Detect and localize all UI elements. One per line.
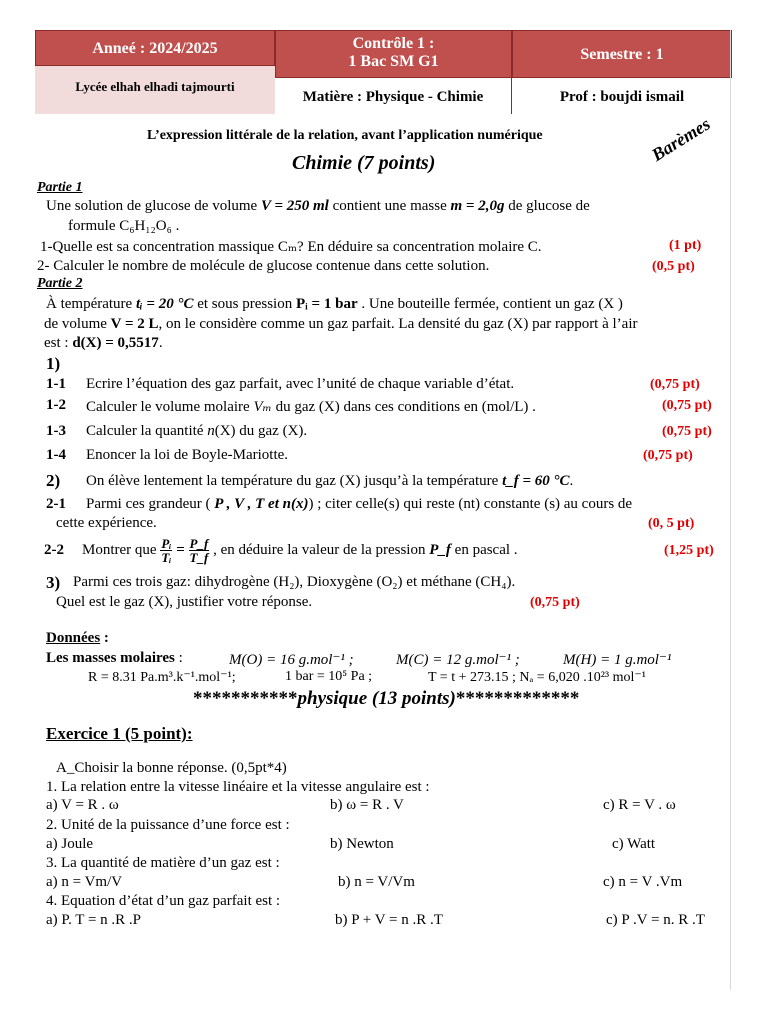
mcq2-option-b: b) Newton xyxy=(330,836,394,852)
q21-a: Parmi ces grandeur ( xyxy=(86,496,215,512)
q3-points: (0,75 pt) xyxy=(530,595,580,610)
gas-density: d(X) = 0,5517 xyxy=(72,335,159,351)
final-pressure-symbol: P_f xyxy=(429,542,451,558)
q12-b: du gaz (X) dans ces conditions en (mol/L) . xyxy=(271,399,536,415)
q21-points: (0, 5 pt) xyxy=(648,516,695,531)
masses-label: Les masses molaires xyxy=(46,650,175,666)
mcq2-option-a: a) Joule xyxy=(46,836,94,852)
partie1-q2: 2- Calculer le nombre de molécule de glucose contenue dans cette solution. xyxy=(37,258,490,274)
donnees-title xyxy=(46,630,109,647)
mass-value: m = 2,0g xyxy=(450,198,505,214)
mcq4-option-c: c) P .V = n. R .T xyxy=(606,912,705,928)
p2-l1-a: À température xyxy=(46,296,136,312)
mcq3-option-b: b) n = V/Vm xyxy=(338,874,415,890)
q13-number: 1-3 xyxy=(46,423,66,439)
q22-points: (1,25 pt) xyxy=(664,543,714,558)
p2-l1-b: et sous pression xyxy=(193,296,296,312)
mcq1-question: 1. La relation entre la vitesse linéaire et la vitesse angulaire est : xyxy=(46,779,430,795)
partie1-q1-points: (1 pt) xyxy=(669,238,702,253)
p2-l1-c: . Une bouteille fermée, contient un gaz (X ) xyxy=(357,296,623,312)
q12-text xyxy=(86,397,536,416)
frac2-numerator: P_f xyxy=(189,536,209,552)
baremes-stamp: Barèmes xyxy=(648,113,714,165)
q13-a: Calculer la quantité xyxy=(86,423,208,439)
school-cell: Lycée elhah elhadi tajmourti xyxy=(35,66,275,114)
mcq1-option-c: c) R = V . ω xyxy=(603,797,676,813)
q14-number: 1-4 xyxy=(46,447,66,463)
q3-text: Parmi ces trois gaz: dihydrogène (H₂), Dioxygène (O₂) et méthane (CH₄). xyxy=(73,574,516,590)
exercice1-intro: A_Choisir la bonne réponse. (0,5pt*4) xyxy=(56,760,287,776)
exercice1-title: Exercice 1 (5 point): xyxy=(46,724,193,743)
chimie-title: Chimie (7 points) xyxy=(292,152,436,174)
q22-c: en pascal . xyxy=(450,542,518,558)
q12-points: (0,75 pt) xyxy=(662,398,712,413)
physique-title xyxy=(193,688,579,710)
q2-number: 2) xyxy=(46,471,61,490)
q14-text: Enoncer la loi de Boyle-Mariotte. xyxy=(86,447,289,463)
p2-l2-b: , on le considère comme un gaz parfait. La densité du gaz (X) par rapport à l’air xyxy=(158,316,638,332)
fraction-pf-tf xyxy=(189,537,210,564)
mcq4-option-a: a) P. T = n .R .P xyxy=(46,912,142,928)
partie1-formula: formule C₆H₁₂O₆ . xyxy=(68,218,180,234)
q2-text xyxy=(86,473,573,490)
mcq1-option-a: a) V = R . ω xyxy=(46,797,119,813)
physique-stars-right: ************* xyxy=(455,688,580,709)
subject-cell: Matière : Physique - Chimie xyxy=(275,78,512,114)
mcq3-question: 3. La quantité de matière d’un gaz est : xyxy=(46,855,280,871)
molar-volume-symbol: Vₘ xyxy=(253,399,272,415)
equals-sign: = xyxy=(176,542,185,558)
q13-b: (X) du gaz (X). xyxy=(214,423,308,439)
p2-l2-a: de volume xyxy=(44,316,111,332)
partie2-line1 xyxy=(46,296,623,313)
fraction-pi-ti xyxy=(160,537,172,564)
partie1-title: Partie 1 xyxy=(37,180,83,195)
mcq3-option-c: c) n = V .Vm xyxy=(603,874,683,890)
mass-hydrogen: M(H) = 1 g.mol⁻¹ xyxy=(563,652,672,668)
year-cell: Anneé : 2024/2025 xyxy=(35,30,275,66)
mcq3-option-a: a) n = Vm/V xyxy=(46,874,123,890)
q13-points: (0,75 pt) xyxy=(662,424,712,439)
q12-number: 1-2 xyxy=(46,397,66,413)
p2-l3-a: est : xyxy=(44,335,73,351)
partie1-text-a: Une solution de glucose de volume xyxy=(46,198,261,214)
mcq4-question: 4. Equation d’état d’un gaz parfait est : xyxy=(46,893,281,909)
partie1-text-b: contient une masse xyxy=(328,198,451,214)
partie1-q2-points: (0,5 pt) xyxy=(652,259,695,274)
mcq1-option-b: b) ω = R . V xyxy=(330,797,404,813)
q1-number: 1) xyxy=(46,354,61,373)
q12-a: Calculer le volume molaire xyxy=(86,399,254,415)
masses-colon: : xyxy=(174,650,183,666)
partie2-line2 xyxy=(44,316,638,333)
temperature-conversion: T = t + 273.15 ; Nₐ = 6,020 .10²³ mol⁻¹ xyxy=(428,670,646,685)
q11-points: (0,75 pt) xyxy=(650,377,700,392)
donnees-label: Données xyxy=(46,630,101,646)
q11-number: 1-1 xyxy=(46,376,66,392)
q2-a: On élève lentement la température du gaz (X) jusqu’à la température xyxy=(86,473,503,489)
q22-a: Montrer que xyxy=(82,542,161,558)
physique-label: physique (13 points) xyxy=(297,688,456,709)
mass-oxygen: M(O) = 16 g.mol⁻¹ ; xyxy=(229,652,354,668)
partie1-q1: 1-Quelle est sa concentration massique Cₘ? En déduire sa concentration molaire C. xyxy=(40,239,542,255)
gas-volume: V = 2 L xyxy=(110,316,159,332)
mcq2-question: 2. Unité de la puissance d’une force est : xyxy=(46,817,290,833)
bar-conversion: 1 bar = 10⁵ Pa ; xyxy=(285,669,373,684)
mcq4-option-b: b) P + V = n .R .T xyxy=(335,912,443,928)
semester-cell: Semestre : 1 xyxy=(512,30,732,78)
masses-line xyxy=(46,650,183,667)
q22-b: , en déduire la valeur de la pression xyxy=(209,542,430,558)
q14-points: (0,75 pt) xyxy=(643,448,693,463)
mcq2-option-c: c) Watt xyxy=(612,836,656,852)
q13-text xyxy=(86,423,307,440)
state-variables: P , V , T et n(x) xyxy=(214,496,309,512)
q21-line2: cette expérience. xyxy=(56,515,157,531)
partie2-title: Partie 2 xyxy=(37,276,83,291)
final-temperature: t_f = 60 °C xyxy=(502,473,570,489)
page-margin-line xyxy=(730,30,732,990)
control-cell xyxy=(275,30,512,78)
volume-value: V = 250 ml xyxy=(260,198,329,214)
q21-b: ) ; citer celle(s) qui reste (nt) constante (s) au cours de xyxy=(308,496,633,512)
q3-line2: Quel est le gaz (X), justifier votre réponse. xyxy=(56,594,313,610)
partie1-statement xyxy=(46,198,590,215)
q3-number: 3) xyxy=(46,573,61,592)
q22-text xyxy=(82,532,518,568)
frac2-denominator: T_f xyxy=(189,550,209,566)
frac1-denominator: Tᵢ xyxy=(161,550,172,566)
q22-number: 2-2 xyxy=(44,542,64,558)
mass-carbon: M(C) = 12 g.mol⁻¹ ; xyxy=(396,652,520,668)
intro-note: L’expression littérale de la relation, avant l’application numérique xyxy=(147,128,543,143)
partie1-text-c: de glucose de xyxy=(504,198,590,214)
initial-temperature: tᵢ = 20 °C xyxy=(135,296,194,312)
q2-b: . xyxy=(569,473,574,489)
q21-number: 2-1 xyxy=(46,496,66,512)
p2-l3-b: . xyxy=(158,335,163,351)
control-class: 1 Bac SM G1 xyxy=(348,53,439,70)
partie2-line3 xyxy=(44,335,163,352)
frac1-numerator: Pᵢ xyxy=(161,536,172,552)
physique-stars-left: *********** xyxy=(193,688,298,709)
teacher-cell: Prof : boujdi ismail xyxy=(512,78,732,114)
gas-constant: R = 8.31 Pa.m³.k⁻¹.mol⁻¹; xyxy=(88,670,236,685)
quantity-symbol: n xyxy=(207,423,215,439)
donnees-colon: : xyxy=(100,630,109,646)
initial-pressure: Pᵢ = 1 bar xyxy=(295,296,358,312)
control-title: Contrôle 1 : xyxy=(352,35,435,52)
q21-text xyxy=(86,496,632,513)
q11-text: Ecrire l’équation des gaz parfait, avec l’unité de chaque variable d’état. xyxy=(86,376,515,392)
